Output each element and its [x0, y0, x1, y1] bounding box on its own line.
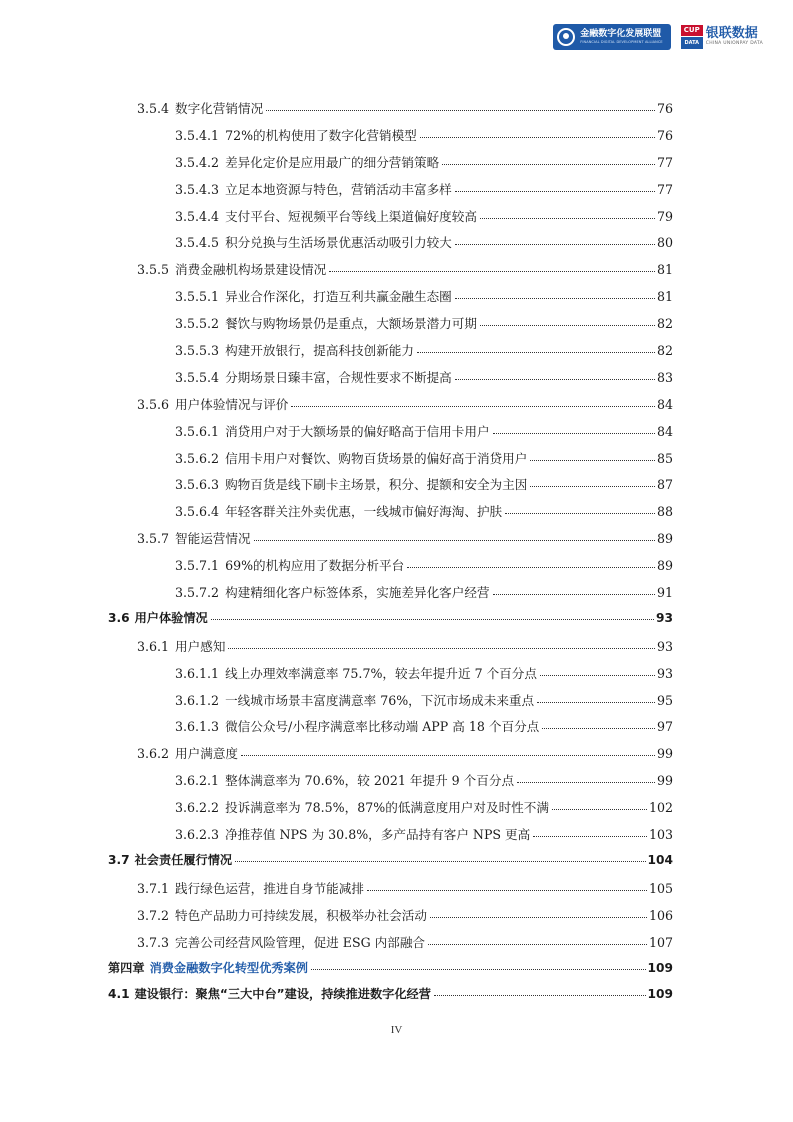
cupdata-mark-bottom: DATA: [681, 37, 703, 49]
toc-entry[interactable]: [108, 501, 673, 528]
toc-number: 3.5.5.3: [175, 343, 220, 359]
toc-title: 消费金融数字化转型优秀案例: [149, 960, 308, 975]
toc-page: 107: [648, 934, 673, 950]
toc-entry[interactable]: [108, 259, 673, 286]
toc-page: 106: [648, 907, 673, 923]
toc-title: 支付平台、短视频平台等线上渠道偏好度较高: [225, 208, 477, 224]
toc-entry[interactable]: [108, 582, 673, 609]
toc-leader: [442, 164, 655, 165]
toc-title: 用户满意度: [175, 746, 239, 762]
toc-number: 3.5.4.1: [175, 127, 220, 143]
toc-leader: [493, 433, 655, 434]
toc-page: 105: [648, 880, 673, 896]
toc-number: 3.7.2: [137, 907, 170, 923]
toc-number: 3.5.7: [137, 531, 170, 547]
toc-number: 3.6.2.3: [175, 827, 220, 843]
toc-page: 93: [656, 665, 673, 681]
toc-page: 103: [648, 827, 673, 843]
toc-entry[interactable]: [108, 851, 673, 878]
toc-title: 用户体验情况与评价: [175, 396, 289, 412]
toc-page: 77: [656, 154, 673, 170]
toc-title: 投诉满意率为 78.5%，87%的低满意度用户对及时性不满: [225, 800, 549, 816]
toc-title: 数字化营销情况: [175, 101, 264, 116]
toc-title: 年轻客群关注外卖优惠，一线城市偏好海淘、护肤: [225, 504, 503, 520]
toc-leader: [480, 218, 655, 219]
toc-title: 餐饮与购物场景仍是重点，大额场景潜力可期: [225, 316, 477, 332]
toc-number: 3.5.6: [137, 396, 170, 412]
toc-entry[interactable]: [108, 367, 673, 394]
toc-entry[interactable]: [108, 152, 673, 179]
toc-leader: [241, 755, 655, 756]
toc-number: 3.6.1.2: [175, 692, 220, 708]
toc-entry[interactable]: [108, 286, 673, 313]
toc-leader: [530, 486, 655, 487]
toc-leader: [455, 379, 655, 380]
toc-page: 99: [656, 746, 673, 762]
toc-entry[interactable]: [108, 959, 673, 986]
toc-number: 3.6.2.2: [175, 800, 220, 816]
toc-leader: [542, 728, 655, 729]
toc-leader: [329, 271, 655, 272]
toc-number: 3.6.1.3: [175, 719, 220, 735]
toc-entry[interactable]: [108, 313, 673, 340]
toc-leader: [367, 890, 647, 891]
toc-page: 93: [656, 638, 673, 654]
toc-page: 104: [647, 852, 673, 867]
toc-number: 3.6: [108, 610, 130, 625]
toc-leader: [480, 325, 655, 326]
toc-title: 社会责任履行情况: [134, 852, 233, 867]
toc-leader: [407, 567, 655, 568]
toc-title: 立足本地资源与特色，营销活动丰富多样: [225, 181, 452, 197]
toc-title: 分期场景日臻丰富，合规性要求不断提高: [225, 369, 452, 385]
toc-number: 3.6.1.1: [175, 665, 220, 681]
toc-title: 差异化定价是应用最广的细分营销策略: [225, 154, 440, 170]
toc-leader: [455, 244, 655, 245]
toc-number: 3.5.4.4: [175, 208, 220, 224]
toc-page: 77: [656, 181, 673, 197]
toc-page: 82: [656, 316, 673, 332]
toc-leader: [537, 702, 655, 703]
toc-title: 消贷用户对于大额场景的偏好略高于信用卡用户: [225, 423, 490, 439]
toc-number: 3.5.5.1: [175, 289, 220, 305]
cupdata-logo: [681, 25, 763, 49]
toc-title: 用户感知: [175, 638, 226, 654]
toc-number: 3.5.4.5: [175, 235, 220, 251]
toc-page: 89: [656, 558, 673, 574]
toc-number: 3.5.6.2: [175, 450, 220, 466]
fda-logo: [553, 24, 671, 50]
toc-number: 3.5.6.3: [175, 477, 220, 493]
toc-leader: [430, 917, 647, 918]
toc-number: 3.5.6.1: [175, 423, 220, 439]
toc-page: 84: [656, 423, 673, 439]
toc-title: 践行绿色运营，推进自身节能减排: [175, 880, 364, 896]
toc-page: 95: [656, 692, 673, 708]
toc-page: 91: [656, 585, 673, 601]
toc-number: 3.5.6.4: [175, 504, 220, 520]
toc-number: 3.5.4: [137, 101, 170, 116]
toc-title: 异业合作深化，打造互利共赢金融生态圈: [225, 289, 452, 305]
toc-entry[interactable]: [108, 340, 673, 367]
toc-page: 93: [656, 610, 673, 625]
toc-page: 102: [648, 800, 673, 816]
toc-number: 3.5.7.2: [175, 585, 220, 601]
toc-page: 81: [656, 289, 673, 305]
toc-leader: [254, 540, 655, 541]
cupdata-logo-cn: 银联数据: [705, 26, 758, 42]
toc-leader: [211, 619, 654, 620]
toc-number: 3.5.4.2: [175, 154, 220, 170]
toc-leader: [420, 137, 655, 138]
toc-title: 积分兑换与生活场景优惠活动吸引力较大: [225, 235, 452, 251]
toc-leader: [517, 782, 655, 783]
toc-leader: [455, 298, 655, 299]
toc-number: 3.5.5: [137, 262, 170, 278]
toc-entry[interactable]: [108, 663, 673, 690]
toc-entry[interactable]: [108, 716, 673, 743]
page-number: IV: [390, 1024, 403, 1036]
toc-leader: [533, 836, 647, 837]
toc-number: 第四章: [108, 960, 145, 975]
toc-title: 净推荐值 NPS 为 30.8%，多产品持有客户 NPS 更高: [225, 827, 531, 843]
toc-number: 3.5.7.1: [175, 558, 220, 574]
toc-leader: [552, 809, 647, 810]
toc-page: 76: [656, 127, 673, 143]
toc-entry[interactable]: [108, 770, 673, 797]
toc-leader: [455, 191, 655, 192]
toc-title: 线上办理效率满意率 75.7%，较去年提升近 7 个百分点: [225, 665, 537, 681]
toc-entry[interactable]: [108, 394, 673, 421]
table-of-contents: [108, 98, 673, 1012]
toc-entry[interactable]: [108, 797, 673, 824]
toc-number: 3.6.2: [137, 746, 170, 762]
toc-entry[interactable]: [108, 905, 673, 932]
toc-title: 构建开放银行，提高科技创新能力: [225, 343, 414, 359]
toc-number: 3.7: [108, 852, 130, 867]
toc-entry[interactable]: [108, 448, 673, 475]
toc-leader: [540, 675, 655, 676]
toc-title: 72%的机构使用了数字化营销模型: [225, 127, 417, 143]
fda-logo-icon: [557, 28, 575, 46]
toc-entry[interactable]: [108, 636, 673, 663]
cupdata-logo-en: CHINA UNIONPAY DATA: [705, 41, 763, 47]
toc-entry[interactable]: [108, 609, 673, 636]
toc-page: 87: [656, 477, 673, 493]
toc-title: 微信公众号/小程序满意率比移动端 APP 高 18 个百分点: [225, 719, 540, 735]
toc-leader: [235, 861, 645, 862]
toc-page: 80: [656, 235, 673, 251]
toc-title: 信用卡用户对餐饮、购物百货场景的偏好高于消贷用户: [225, 450, 528, 466]
toc-leader: [291, 406, 655, 407]
toc-entry[interactable]: [108, 528, 673, 555]
fda-logo-cn: 金融数字化发展联盟: [580, 28, 662, 39]
toc-entry[interactable]: [108, 932, 673, 959]
toc-entry[interactable]: [108, 206, 673, 233]
toc-entry[interactable]: [108, 743, 673, 770]
toc-page: 84: [656, 396, 673, 412]
toc-leader: [228, 648, 655, 649]
toc-page: 79: [656, 208, 673, 224]
toc-number: 3.6.1: [137, 638, 170, 654]
toc-entry[interactable]: [108, 985, 673, 1012]
toc-number: 3.5.5.4: [175, 369, 220, 385]
toc-title: 构建精细化客户标签体系，实施差异化客户经营: [225, 585, 490, 601]
toc-page: 97: [656, 719, 673, 735]
toc-leader: [311, 969, 646, 970]
toc-entry[interactable]: [108, 232, 673, 259]
toc-leader: [493, 594, 655, 595]
toc-page: 82: [656, 343, 673, 359]
toc-title: 特色产品助力可持续发展，积极举办社会活动: [175, 907, 427, 923]
toc-leader: [434, 995, 646, 996]
fda-logo-en: FINANCIAL DIGITAL DEVELOPMENT ALLIANCE: [580, 39, 663, 44]
toc-page: 88: [656, 504, 673, 520]
toc-page: 76: [656, 101, 673, 116]
toc-number: 3.7.3: [137, 934, 170, 950]
toc-page: 109: [647, 987, 673, 1002]
toc-page: 81: [656, 262, 673, 278]
toc-number: 3.7.1: [137, 880, 170, 896]
toc-title: 建设银行：聚焦“三大中台”建设，持续推进数字化经营: [134, 987, 431, 1002]
toc-entry[interactable]: [108, 125, 673, 152]
toc-leader: [417, 352, 655, 353]
toc-entry[interactable]: [108, 474, 673, 501]
toc-leader: [266, 110, 655, 111]
toc-title: 完善公司经营风险管理，促进 ESG 内部融合: [175, 934, 426, 950]
header-logos: [553, 24, 763, 50]
toc-title: 智能运营情况: [175, 531, 251, 547]
toc-page: 85: [656, 450, 673, 466]
toc-entry[interactable]: [108, 179, 673, 206]
toc-number: 4.1: [108, 987, 130, 1002]
toc-title: 购物百货是线下刷卡主场景，积分、提额和安全为主因: [225, 477, 528, 493]
toc-entry[interactable]: [108, 878, 673, 905]
toc-entry[interactable]: [108, 690, 673, 717]
toc-title: 一线城市场景丰富度满意率 76%，下沉市场成未来重点: [225, 692, 535, 708]
toc-entry[interactable]: [108, 555, 673, 582]
toc-title: 用户体验情况: [134, 610, 208, 625]
toc-number: 3.5.4.3: [175, 181, 220, 197]
toc-entry[interactable]: [108, 824, 673, 851]
toc-page: 99: [656, 773, 673, 789]
toc-leader: [505, 513, 655, 514]
toc-title: 69%的机构应用了数据分析平台: [225, 558, 405, 574]
toc-leader: [428, 944, 647, 945]
toc-entry[interactable]: [108, 98, 673, 125]
toc-page: 89: [656, 531, 673, 547]
toc-number: 3.6.2.1: [175, 773, 220, 789]
toc-page: 83: [656, 369, 673, 385]
cupdata-logo-icon: [681, 25, 703, 49]
cupdata-mark-top: CUP: [681, 25, 703, 36]
toc-page: 109: [647, 960, 673, 975]
toc-leader: [530, 460, 655, 461]
toc-entry[interactable]: [108, 421, 673, 448]
toc-title: 整体满意率为 70.6%，较 2021 年提升 9 个百分点: [225, 773, 515, 789]
toc-title: 消费金融机构场景建设情况: [175, 262, 327, 278]
toc-number: 3.5.5.2: [175, 316, 220, 332]
